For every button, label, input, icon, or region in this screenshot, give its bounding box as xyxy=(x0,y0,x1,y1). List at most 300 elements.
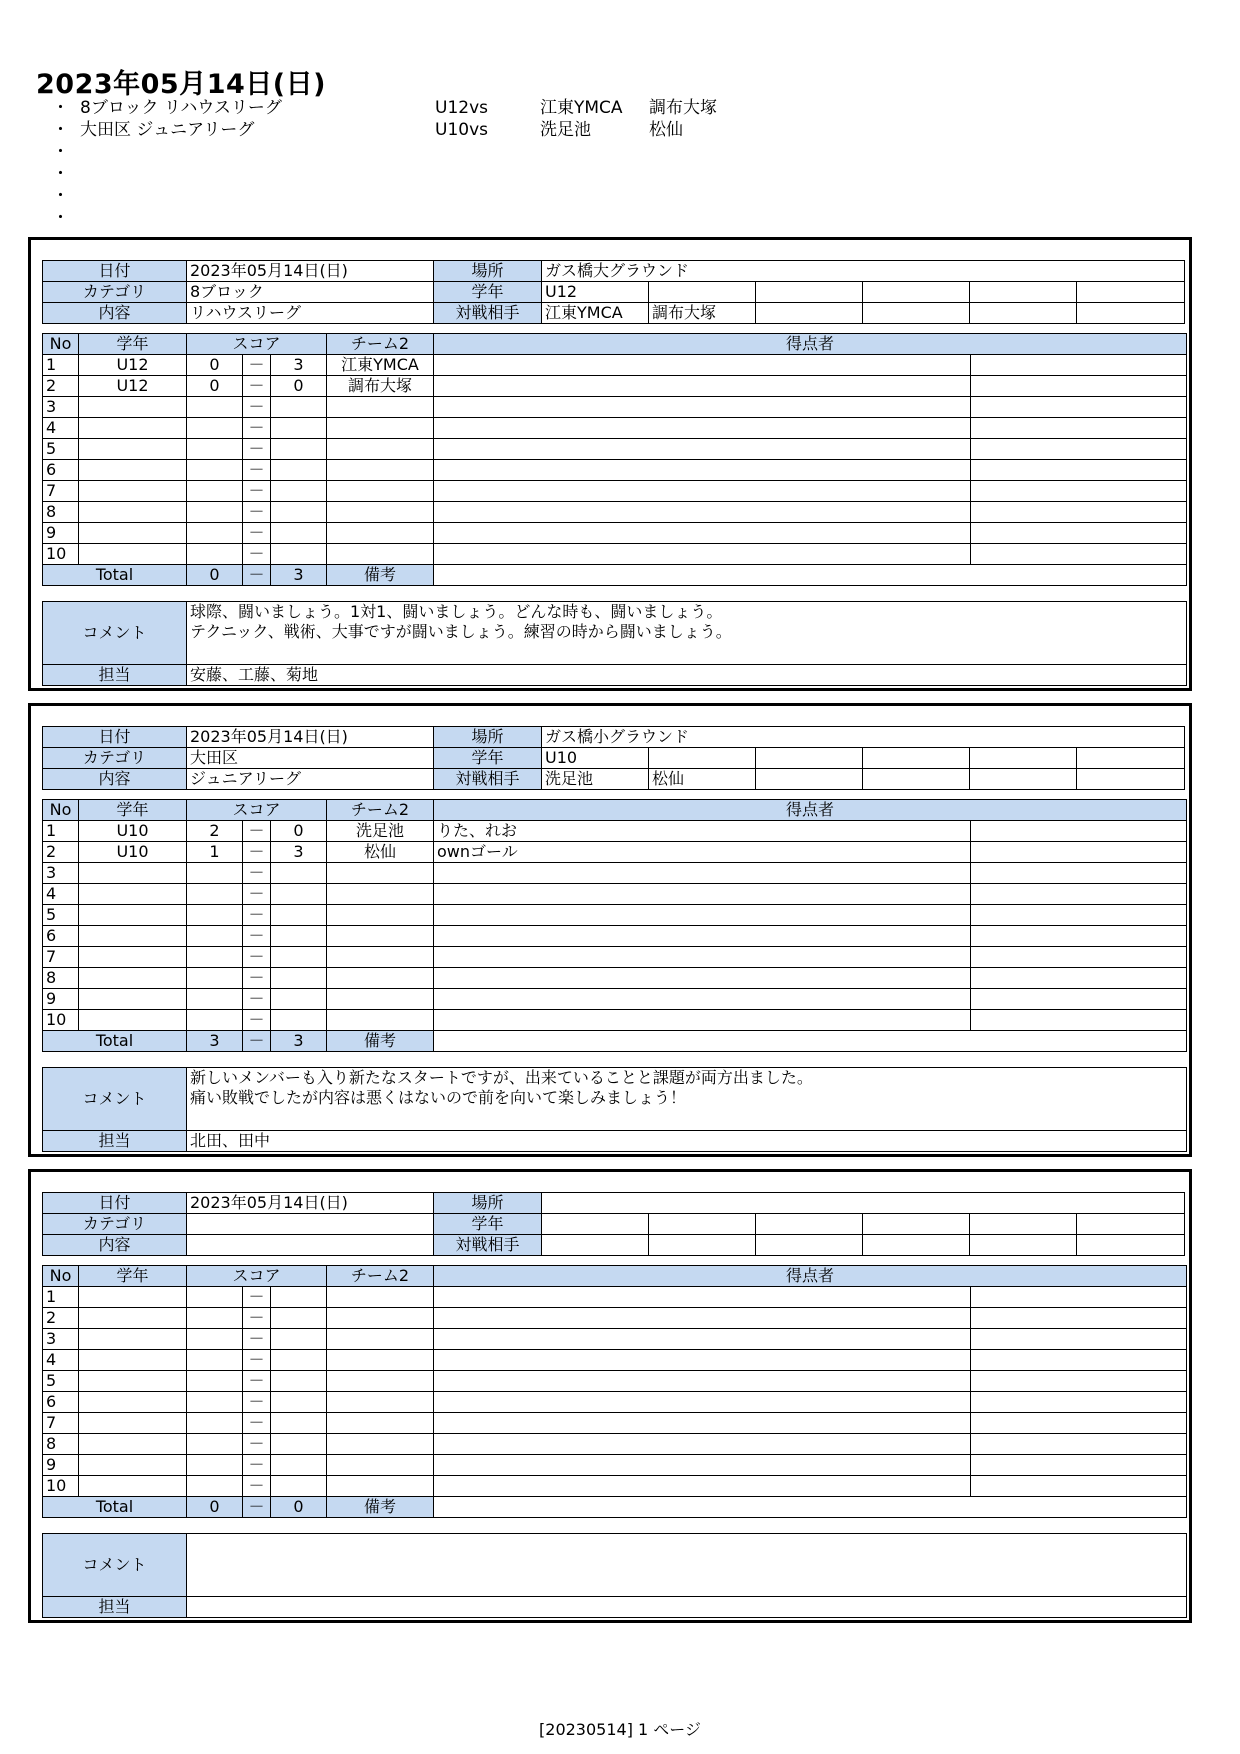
score-dash: － xyxy=(243,397,271,418)
bullet-dot: ・ xyxy=(52,142,69,162)
row-no: 3 xyxy=(43,1329,79,1350)
opponent-1: 江東YMCA xyxy=(540,98,623,118)
opponent-2: 調布大塚 xyxy=(649,303,756,324)
score-home xyxy=(187,968,243,989)
score-home xyxy=(187,439,243,460)
row-no: 5 xyxy=(43,439,79,460)
row-team2 xyxy=(327,989,434,1010)
opponent-2 xyxy=(649,1235,756,1256)
table-row xyxy=(43,926,1187,947)
score-dash: － xyxy=(243,947,271,968)
row-scorer xyxy=(434,1434,971,1455)
table-row xyxy=(43,376,1187,397)
row-team2 xyxy=(327,502,434,523)
place-label: 場所 xyxy=(434,261,542,282)
opponent-extra-cell xyxy=(1077,769,1185,790)
row-no: 1 xyxy=(43,355,79,376)
row-grade xyxy=(79,1455,187,1476)
total-dash: － xyxy=(243,1497,271,1518)
grade-extra-cell xyxy=(863,748,970,769)
row-grade xyxy=(79,439,187,460)
no-header: No xyxy=(43,334,79,355)
row-grade xyxy=(79,1287,187,1308)
row-grade xyxy=(79,523,187,544)
opponent-2: 松仙 xyxy=(649,769,756,790)
bullet-dot: ・ xyxy=(52,120,69,140)
row-scorer xyxy=(434,502,971,523)
row-team2 xyxy=(327,1010,434,1031)
score-home xyxy=(187,1329,243,1350)
bullet-dot: ・ xyxy=(52,186,69,206)
row-scorer xyxy=(434,523,971,544)
score-dash: － xyxy=(243,1010,271,1031)
row-scorer xyxy=(434,905,971,926)
date-label: 日付 xyxy=(43,727,187,748)
row-extra xyxy=(971,1010,1187,1031)
category-label: カテゴリ xyxy=(43,748,187,769)
row-extra xyxy=(971,1413,1187,1434)
row-scorer xyxy=(434,1350,971,1371)
match-report-card xyxy=(28,237,1192,691)
score-dash: － xyxy=(243,1350,271,1371)
score-away xyxy=(271,460,327,481)
score-home: 2 xyxy=(187,821,243,842)
row-scorer xyxy=(434,397,971,418)
score-home xyxy=(187,1287,243,1308)
row-grade: U12 xyxy=(79,355,187,376)
row-scorer xyxy=(434,1010,971,1031)
row-scorer xyxy=(434,947,971,968)
table-row xyxy=(43,460,1187,481)
grade-extra-cell xyxy=(649,748,756,769)
opponent-extra-cell xyxy=(756,303,863,324)
score-away xyxy=(271,905,327,926)
comment-label: コメント xyxy=(43,1068,187,1131)
row-extra xyxy=(971,1455,1187,1476)
score-dash: － xyxy=(243,544,271,565)
row-scorer xyxy=(434,926,971,947)
row-team2 xyxy=(327,863,434,884)
score-away xyxy=(271,439,327,460)
score-away xyxy=(271,1392,327,1413)
score-away xyxy=(271,1308,327,1329)
row-team2: 松仙 xyxy=(327,842,434,863)
row-scorer xyxy=(434,460,971,481)
match-info-table xyxy=(42,1192,1185,1256)
grade-extra-cell xyxy=(1077,282,1185,303)
date-label: 日付 xyxy=(43,261,187,282)
score-away xyxy=(271,481,327,502)
score-away: 3 xyxy=(271,355,327,376)
opponent-2: 松仙 xyxy=(649,120,683,140)
age-group: U10vs xyxy=(435,120,488,140)
opponent-label: 対戦相手 xyxy=(434,303,542,324)
row-grade xyxy=(79,481,187,502)
scorers-header: 得点者 xyxy=(434,1266,1187,1287)
score-home xyxy=(187,1455,243,1476)
row-no: 8 xyxy=(43,502,79,523)
score-home xyxy=(187,1413,243,1434)
match-report-card xyxy=(28,1169,1192,1623)
staff-value: 北田、田中 xyxy=(187,1131,1187,1152)
grade-extra-cell xyxy=(756,1214,863,1235)
row-grade xyxy=(79,1476,187,1497)
row-grade xyxy=(79,926,187,947)
row-no: 1 xyxy=(43,1287,79,1308)
row-grade xyxy=(79,905,187,926)
opponent-1: 洗足池 xyxy=(542,769,649,790)
total-home: 3 xyxy=(187,1031,243,1052)
score-home xyxy=(187,905,243,926)
date-value: 2023年05月14日(日) xyxy=(187,727,434,748)
score-home xyxy=(187,481,243,502)
grade-extra-cell xyxy=(756,748,863,769)
score-dash: － xyxy=(243,863,271,884)
scorers-header: 得点者 xyxy=(434,334,1187,355)
row-scorer xyxy=(434,439,971,460)
row-no: 7 xyxy=(43,481,79,502)
total-row xyxy=(43,1031,1187,1052)
row-no: 9 xyxy=(43,989,79,1010)
score-dash: － xyxy=(243,989,271,1010)
score-dash: － xyxy=(243,884,271,905)
score-away xyxy=(271,523,327,544)
team2-header: チーム2 xyxy=(327,1266,434,1287)
row-grade xyxy=(79,544,187,565)
row-team2 xyxy=(327,1455,434,1476)
row-extra xyxy=(971,1476,1187,1497)
date-label: 日付 xyxy=(43,1193,187,1214)
score-dash: － xyxy=(243,1287,271,1308)
score-dash: － xyxy=(243,1329,271,1350)
score-home: 0 xyxy=(187,376,243,397)
opponent-extra-cell xyxy=(863,1235,970,1256)
row-extra xyxy=(971,842,1187,863)
row-scorer xyxy=(434,884,971,905)
score-away xyxy=(271,418,327,439)
row-team2 xyxy=(327,1371,434,1392)
row-grade xyxy=(79,397,187,418)
opponent-extra-cell xyxy=(756,769,863,790)
score-home xyxy=(187,1010,243,1031)
score-home xyxy=(187,884,243,905)
score-home xyxy=(187,1476,243,1497)
row-no: 2 xyxy=(43,1308,79,1329)
score-home xyxy=(187,926,243,947)
row-extra xyxy=(971,926,1187,947)
score-away xyxy=(271,502,327,523)
score-dash: － xyxy=(243,439,271,460)
content-value: ジュニアリーグ xyxy=(187,769,434,790)
total-home: 0 xyxy=(187,1497,243,1518)
row-extra xyxy=(971,376,1187,397)
staff-label: 担当 xyxy=(43,1597,187,1618)
table-row xyxy=(43,418,1187,439)
row-extra xyxy=(971,523,1187,544)
score-away xyxy=(271,1455,327,1476)
table-row xyxy=(43,968,1187,989)
row-extra xyxy=(971,1371,1187,1392)
score-home xyxy=(187,397,243,418)
remarks-label: 備考 xyxy=(327,565,434,586)
table-row xyxy=(43,544,1187,565)
comment-line-1: 新しいメンバーも入り新たなスタートですが、出来ていることと課題が両方出ました。 xyxy=(190,1068,813,1087)
row-no: 10 xyxy=(43,1010,79,1031)
row-grade xyxy=(79,460,187,481)
row-team2: 江東YMCA xyxy=(327,355,434,376)
score-away xyxy=(271,1371,327,1392)
total-label: Total xyxy=(43,1497,187,1518)
row-scorer xyxy=(434,989,971,1010)
opponent-extra-cell xyxy=(970,303,1077,324)
total-away: 3 xyxy=(271,565,327,586)
scorers-header: 得点者 xyxy=(434,800,1187,821)
opponent-1: 洗足池 xyxy=(540,120,591,140)
score-home xyxy=(187,544,243,565)
match-report-card xyxy=(28,703,1192,1157)
score-home xyxy=(187,502,243,523)
row-extra xyxy=(971,1434,1187,1455)
row-extra xyxy=(971,544,1187,565)
content-label: 内容 xyxy=(43,303,187,324)
score-home xyxy=(187,1350,243,1371)
team2-header: チーム2 xyxy=(327,800,434,821)
row-extra xyxy=(971,1308,1187,1329)
category-label: カテゴリ xyxy=(43,282,187,303)
row-team2 xyxy=(327,926,434,947)
row-extra xyxy=(971,968,1187,989)
score-away xyxy=(271,1350,327,1371)
row-scorer xyxy=(434,1308,971,1329)
content-value xyxy=(187,1235,434,1256)
table-row xyxy=(43,481,1187,502)
row-no: 10 xyxy=(43,1476,79,1497)
grade-extra-cell xyxy=(756,282,863,303)
score-home xyxy=(187,523,243,544)
row-no: 2 xyxy=(43,376,79,397)
table-row xyxy=(43,1308,1187,1329)
table-row xyxy=(43,397,1187,418)
score-header: スコア xyxy=(187,334,327,355)
table-row xyxy=(43,989,1187,1010)
score-dash: － xyxy=(243,481,271,502)
row-grade xyxy=(79,1329,187,1350)
content-value: リハウスリーグ xyxy=(187,303,434,324)
score-home xyxy=(187,863,243,884)
row-grade xyxy=(79,884,187,905)
row-grade xyxy=(79,1413,187,1434)
row-grade xyxy=(79,989,187,1010)
score-home xyxy=(187,460,243,481)
total-label: Total xyxy=(43,565,187,586)
row-grade xyxy=(79,1010,187,1031)
score-home xyxy=(187,1434,243,1455)
category-value: 8ブロック xyxy=(187,282,434,303)
row-scorer xyxy=(434,418,971,439)
row-team2 xyxy=(327,1287,434,1308)
score-away: 3 xyxy=(271,842,327,863)
row-grade xyxy=(79,968,187,989)
row-scorer: ownゴール xyxy=(434,842,971,863)
score-dash: － xyxy=(243,905,271,926)
total-label: Total xyxy=(43,1031,187,1052)
bullet-dot: ・ xyxy=(52,208,69,228)
score-dash: － xyxy=(243,418,271,439)
row-extra xyxy=(971,397,1187,418)
table-row xyxy=(43,1455,1187,1476)
score-dash: － xyxy=(243,926,271,947)
grade-extra-cell xyxy=(863,1214,970,1235)
table-row xyxy=(43,1371,1187,1392)
row-extra xyxy=(971,1392,1187,1413)
remarks-value xyxy=(434,1497,1187,1518)
opponent-1 xyxy=(542,1235,649,1256)
table-row xyxy=(43,863,1187,884)
row-extra xyxy=(971,502,1187,523)
score-away xyxy=(271,1434,327,1455)
match-info-table xyxy=(42,726,1185,790)
table-row xyxy=(43,1476,1187,1497)
row-no: 7 xyxy=(43,947,79,968)
remarks-label: 備考 xyxy=(327,1031,434,1052)
grade-label: 学年 xyxy=(434,748,542,769)
comment-line-2: 痛い敗戦でしたが内容は悪くはないので前を向いて楽しみましょう！ xyxy=(190,1088,687,1107)
row-grade: U10 xyxy=(79,821,187,842)
table-row xyxy=(43,1392,1187,1413)
table-row xyxy=(43,1413,1187,1434)
row-grade xyxy=(79,1392,187,1413)
opponent-extra-cell xyxy=(1077,1235,1185,1256)
score-dash: － xyxy=(243,1308,271,1329)
league-name: 8ブロック リハウスリーグ xyxy=(80,98,282,118)
row-no: 1 xyxy=(43,821,79,842)
score-away xyxy=(271,1287,327,1308)
row-no: 6 xyxy=(43,1392,79,1413)
table-row xyxy=(43,1010,1187,1031)
score-home xyxy=(187,418,243,439)
row-team2 xyxy=(327,439,434,460)
staff-value: 安藤、工藤、菊地 xyxy=(187,665,1187,686)
score-dash: － xyxy=(243,821,271,842)
score-home xyxy=(187,1392,243,1413)
comment-label: コメント xyxy=(43,602,187,665)
score-away xyxy=(271,1476,327,1497)
row-scorer xyxy=(434,968,971,989)
score-header: スコア xyxy=(187,800,327,821)
table-row xyxy=(43,1287,1187,1308)
score-table xyxy=(42,799,1187,1052)
row-extra xyxy=(971,418,1187,439)
score-away xyxy=(271,947,327,968)
score-dash: － xyxy=(243,460,271,481)
row-scorer xyxy=(434,1329,971,1350)
row-no: 5 xyxy=(43,1371,79,1392)
row-extra xyxy=(971,460,1187,481)
row-no: 9 xyxy=(43,523,79,544)
row-no: 6 xyxy=(43,926,79,947)
page-title: 2023年05月14日(日) xyxy=(36,69,326,100)
score-dash: － xyxy=(243,1371,271,1392)
comment-line-2: テクニック、戦術、大事ですが闘いましょう。練習の時から闘いましょう。 xyxy=(190,622,732,641)
score-table xyxy=(42,333,1187,586)
staff-label: 担当 xyxy=(43,1131,187,1152)
row-team2 xyxy=(327,947,434,968)
grade-header: 学年 xyxy=(79,800,187,821)
row-no: 7 xyxy=(43,1413,79,1434)
score-table xyxy=(42,1265,1187,1518)
comment-table xyxy=(42,1533,1187,1618)
place-value xyxy=(542,1193,1185,1214)
league-name: 大田区 ジュニアリーグ xyxy=(80,120,255,140)
table-row xyxy=(43,884,1187,905)
row-team2: 洗足池 xyxy=(327,821,434,842)
table-row xyxy=(43,502,1187,523)
row-extra xyxy=(971,863,1187,884)
bullet-dot: ・ xyxy=(52,98,69,118)
comment-table xyxy=(42,1067,1187,1152)
opponent-extra-cell xyxy=(756,1235,863,1256)
opponent-2: 調布大塚 xyxy=(649,98,717,118)
row-no: 4 xyxy=(43,418,79,439)
comment-table xyxy=(42,601,1187,686)
content-label: 内容 xyxy=(43,769,187,790)
grade-extra-cell xyxy=(649,1214,756,1235)
row-scorer xyxy=(434,376,971,397)
total-dash: － xyxy=(243,565,271,586)
grade-label: 学年 xyxy=(434,282,542,303)
score-dash: － xyxy=(243,1434,271,1455)
table-row xyxy=(43,1350,1187,1371)
remarks-label: 備考 xyxy=(327,1497,434,1518)
grade-extra-cell xyxy=(1077,1214,1185,1235)
score-away xyxy=(271,884,327,905)
row-no: 6 xyxy=(43,460,79,481)
score-home: 1 xyxy=(187,842,243,863)
comment-label: コメント xyxy=(43,1534,187,1597)
row-extra xyxy=(971,481,1187,502)
row-scorer xyxy=(434,1455,971,1476)
score-home xyxy=(187,1308,243,1329)
row-no: 9 xyxy=(43,1455,79,1476)
table-row xyxy=(43,842,1187,863)
row-team2 xyxy=(327,1308,434,1329)
grade-extra-cell xyxy=(970,1214,1077,1235)
score-dash: － xyxy=(243,355,271,376)
row-scorer xyxy=(434,355,971,376)
score-away xyxy=(271,863,327,884)
score-away xyxy=(271,1010,327,1031)
remarks-value xyxy=(434,565,1187,586)
row-grade xyxy=(79,502,187,523)
row-extra xyxy=(971,1287,1187,1308)
row-scorer xyxy=(434,1371,971,1392)
score-away: 0 xyxy=(271,376,327,397)
total-row xyxy=(43,1497,1187,1518)
opponent-extra-cell xyxy=(863,769,970,790)
opponent-1: 江東YMCA xyxy=(542,303,649,324)
grade-extra-cell xyxy=(970,748,1077,769)
opponent-extra-cell xyxy=(863,303,970,324)
content-label: 内容 xyxy=(43,1235,187,1256)
opponent-label: 対戦相手 xyxy=(434,1235,542,1256)
total-home: 0 xyxy=(187,565,243,586)
row-extra xyxy=(971,884,1187,905)
score-dash: － xyxy=(243,523,271,544)
remarks-value xyxy=(434,1031,1187,1052)
opponent-extra-cell xyxy=(970,769,1077,790)
no-header: No xyxy=(43,800,79,821)
staff-value xyxy=(187,1597,1187,1618)
